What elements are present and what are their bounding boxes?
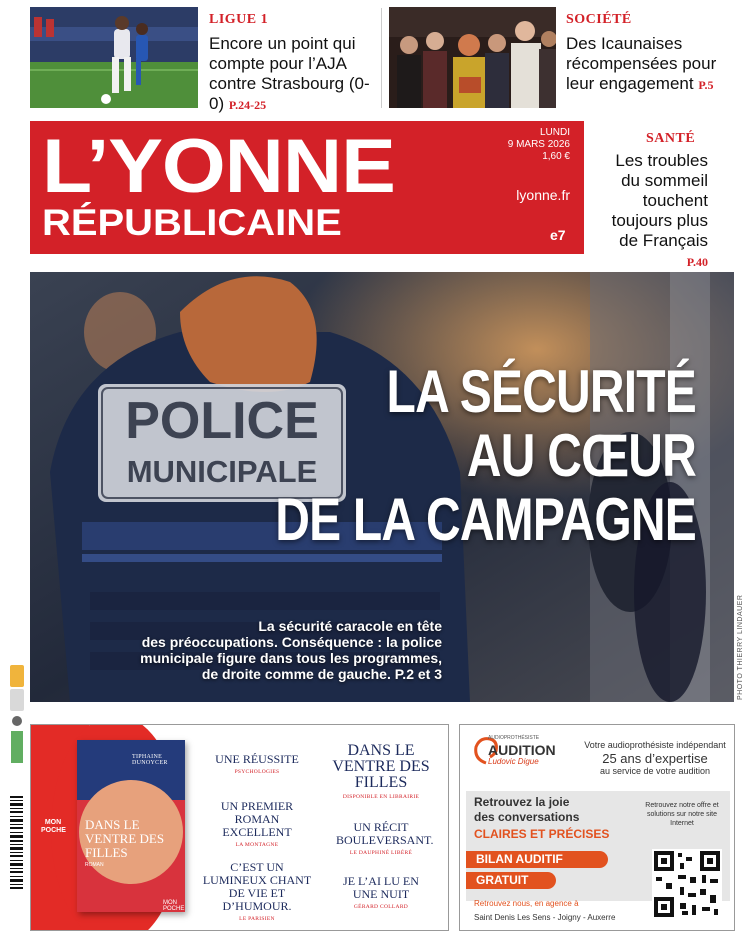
audio-owner: Ludovic Digue bbox=[488, 757, 539, 766]
headline-line: Retrouvez la joie bbox=[474, 795, 570, 809]
masthead[interactable] bbox=[30, 121, 584, 254]
website-link[interactable]: lyonne.fr bbox=[516, 187, 570, 203]
quote-source: LE PARISIEN bbox=[239, 916, 275, 922]
page-ref: P.2 et 3 bbox=[394, 666, 442, 682]
lead-line: de droite comme de gauche. P.2 et 3 bbox=[201, 666, 442, 682]
review-quote bbox=[207, 800, 307, 848]
audio-tag: AUDIOPROTHÉSISTE bbox=[488, 735, 540, 741]
issue-day: LUNDI bbox=[539, 127, 570, 138]
quote-text: UN RÉCIT BOULEVERSANT. bbox=[336, 820, 434, 847]
audio-brand: AUDITION bbox=[488, 742, 556, 758]
quote-text: C’EST UN LUMINEUX CHANT DE VIE ET D’HUMOUR. bbox=[202, 860, 312, 913]
page-ref: P.24-25 bbox=[228, 98, 267, 112]
recycling-logos bbox=[8, 665, 26, 770]
audio-locations: Saint Denis Les Sens - Joigny - Auxerre bbox=[474, 913, 616, 922]
teaser-photo-society[interactable] bbox=[389, 7, 556, 108]
teaser-kicker-ligue1: LIGUE 1 bbox=[209, 12, 269, 27]
teaser-kicker-sante: SANTÉ bbox=[646, 131, 696, 146]
quote-text: UNE RÉUSSITE bbox=[215, 752, 299, 766]
lead-line: des préoccupations. Conséquence : la police bbox=[141, 634, 442, 650]
masthead-title: L’YONNE bbox=[42, 124, 395, 209]
book-cover-sub: ROMAN bbox=[85, 862, 104, 868]
teaser-kicker-societe: SOCIÉTÉ bbox=[566, 12, 632, 27]
hero-lead bbox=[140, 618, 442, 682]
masthead-subtitle: RÉPUBLICAINE bbox=[42, 202, 342, 243]
review-quote bbox=[331, 743, 431, 800]
headline-line: DE LA CAMPAGNE bbox=[275, 486, 696, 553]
hero-story[interactable] bbox=[30, 272, 734, 702]
audio-expertise bbox=[580, 739, 730, 778]
teaser-title-sommeil[interactable] bbox=[606, 151, 708, 272]
review-quote bbox=[207, 753, 307, 775]
quote-text: UN PREMIER ROMAN EXCELLENT bbox=[220, 799, 294, 839]
headline-line: AU CŒUR bbox=[466, 422, 696, 489]
qr-code[interactable] bbox=[652, 849, 722, 919]
audio-visit: Retrouvez nous, en agence à bbox=[474, 899, 579, 908]
audition-advertisement[interactable] bbox=[459, 724, 735, 931]
page-ref: P.40 bbox=[686, 255, 708, 269]
teaser-text: Les troubles du sommeil touchent toujours plus de Français bbox=[611, 151, 708, 250]
quote-source: GÉRARD COLLARD bbox=[353, 904, 409, 910]
group-badge: e7 bbox=[550, 227, 566, 243]
photo-credit: PHOTO THIERRY LINDAUER bbox=[737, 594, 744, 700]
review-quote bbox=[199, 861, 315, 922]
quote-source: LA MONTAGNE bbox=[235, 842, 279, 848]
patch-police: POLICE bbox=[125, 392, 319, 450]
quote-text: DANS LE VENTRE DES FILLES bbox=[332, 742, 430, 791]
expertise-line: Votre audioprothésiste indépendant bbox=[584, 740, 726, 750]
teaser-text: Encore un point qui compte pour l’AJA contre Strasbourg (0-0) bbox=[209, 34, 370, 113]
issue-price: 1,60 € bbox=[542, 151, 570, 162]
lead-line: La sécurité caracole en tête bbox=[258, 618, 442, 634]
book-cover[interactable] bbox=[77, 740, 185, 912]
review-quote bbox=[341, 875, 421, 910]
teaser-title-icaunaises[interactable] bbox=[566, 34, 736, 95]
teaser-title-aja[interactable] bbox=[209, 34, 377, 115]
publisher-logo: MON POCHE bbox=[41, 819, 66, 834]
audio-headline bbox=[474, 795, 579, 825]
barcode bbox=[10, 796, 23, 916]
book-cover-publisher: MON POCHE bbox=[163, 900, 185, 912]
gratuit-button[interactable]: GRATUIT bbox=[466, 872, 556, 889]
teaser-photo-football[interactable] bbox=[30, 7, 198, 108]
book-advertisement[interactable] bbox=[30, 724, 449, 931]
quote-text: JE L’AI LU EN UNE NUIT bbox=[343, 874, 419, 901]
teaser-divider bbox=[381, 8, 382, 108]
audio-website-note: Retrouvez notre offre et solutions sur notre site Internet bbox=[645, 802, 719, 827]
quote-source: LE DAUPHINÉ LIBÉRÉ bbox=[349, 850, 413, 856]
headline-line: des conversations bbox=[474, 810, 580, 824]
quote-source: DISPONIBLE EN LIBRAIRIE bbox=[342, 794, 420, 800]
hero-headline bbox=[275, 360, 696, 552]
audio-claim: CLAIRES ET PRÉCISES bbox=[474, 827, 610, 841]
page-ref: P.5 bbox=[698, 78, 714, 92]
bilan-button[interactable]: BILAN AUDITIF bbox=[466, 851, 608, 868]
book-title: DANS LE VENTRE DES FILLES bbox=[85, 817, 165, 860]
patch-municipale: MUNICIPALE bbox=[126, 454, 318, 489]
quote-source: PSYCHOLOGIES bbox=[234, 769, 280, 775]
issue-date: 9 MARS 2026 bbox=[507, 139, 570, 150]
issue-info bbox=[508, 127, 570, 163]
expertise-line: au service de votre audition bbox=[599, 766, 711, 776]
review-quote bbox=[336, 820, 434, 856]
expertise-years: 25 ans d’expertise bbox=[602, 751, 708, 766]
teaser-text: Des Icaunaises récompensées pour leur engagement bbox=[566, 34, 717, 93]
lead-line: municipale figure dans tous les programmes, bbox=[140, 650, 442, 666]
book-author: TIPHAINE DUNOYCER bbox=[132, 754, 168, 766]
headline-line: LA SÉCURITÉ bbox=[386, 358, 696, 425]
